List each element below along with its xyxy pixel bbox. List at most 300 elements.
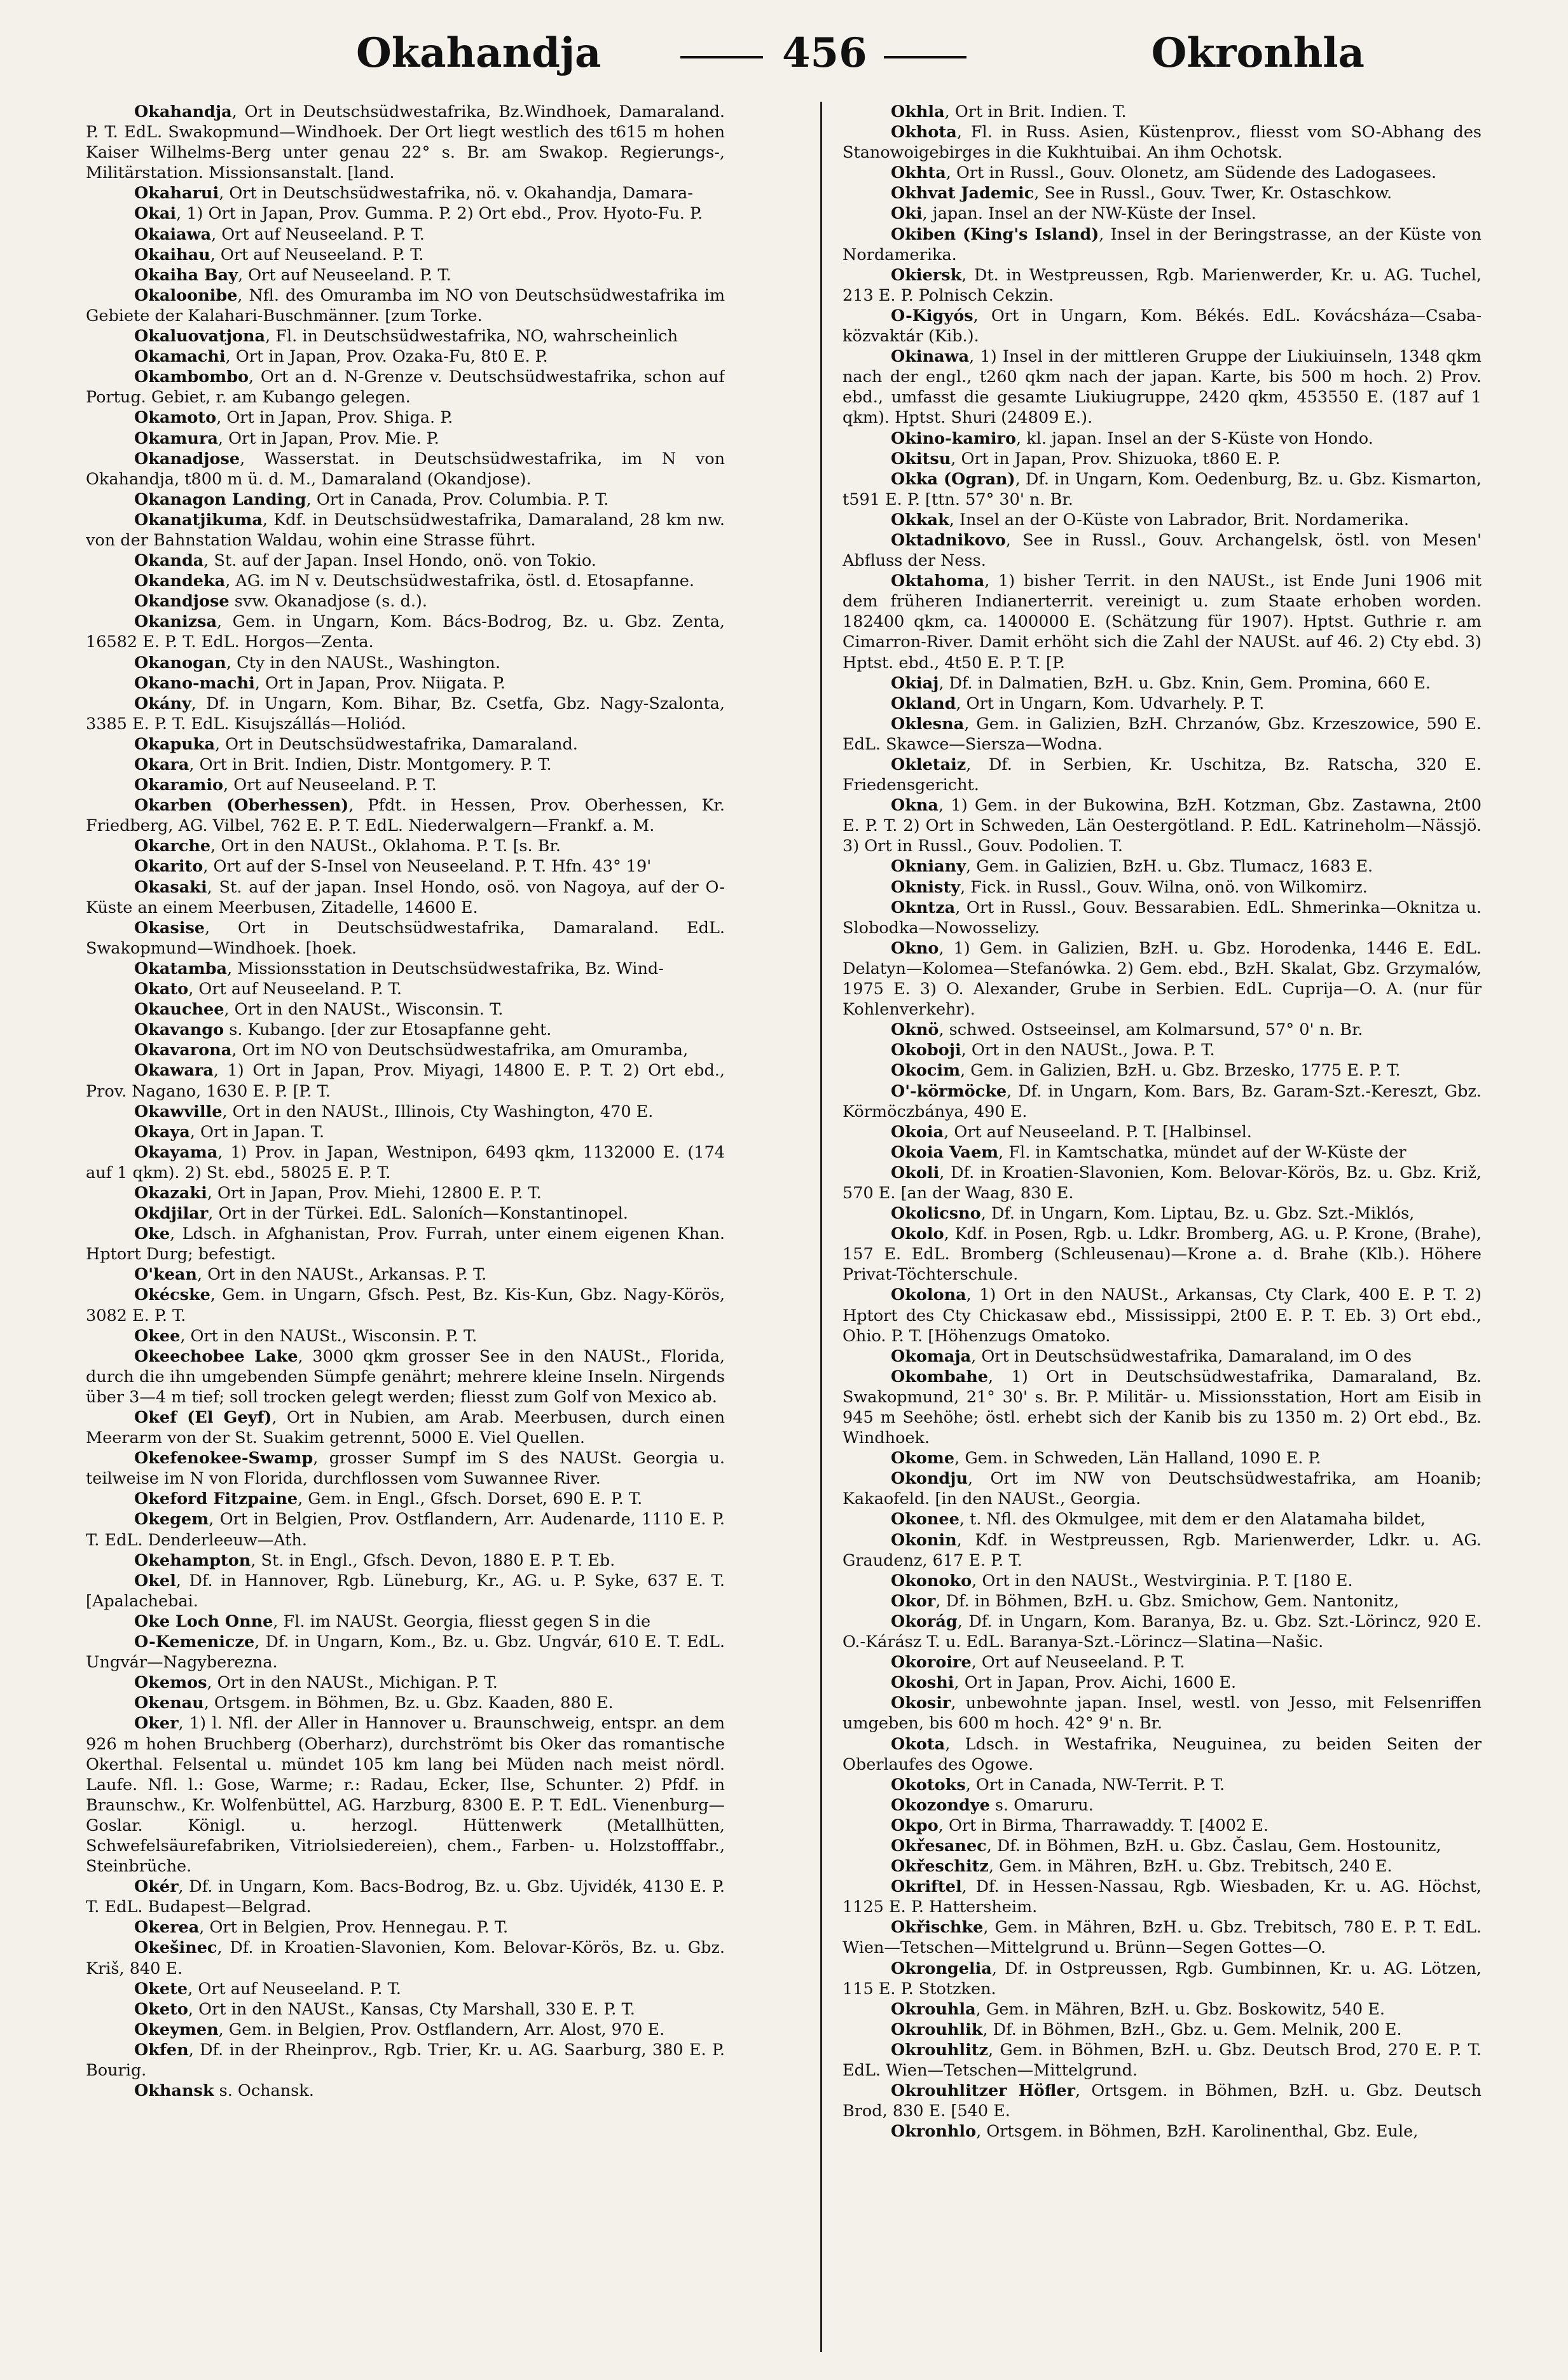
dictionary-entry bbox=[86, 1509, 725, 1550]
dictionary-entry bbox=[842, 1142, 1482, 1163]
dictionary-entry bbox=[86, 1285, 725, 1325]
entry-headword: Okavarona bbox=[134, 1041, 232, 1060]
entry-text: , 1) Ort in Japan, Prov. Miyagi, 14800 E. P. T. 2) Ort ebd., Prov. Nagano, 1630 E. P. [P. T. bbox=[86, 1061, 725, 1101]
dictionary-entry bbox=[86, 1142, 725, 1183]
dictionary-entry bbox=[86, 551, 725, 571]
entry-text: , Ort an d. N-Grenze v. Deutschsüdwestafrika, schon auf Portug. Gebiet, r. am Kubango gelegen. bbox=[86, 367, 725, 407]
entry-text: , Ort in Japan, Prov. Niigata. P. bbox=[254, 673, 505, 693]
dictionary-entry bbox=[842, 1448, 1482, 1468]
entry-text: , Gem. in Ungarn, Gfsch. Pest, Bz. Kis-Kun, Gbz. Nagy-Körös, 3082 E. P. T. bbox=[86, 1285, 725, 1325]
dictionary-entry bbox=[842, 1040, 1482, 1060]
entry-headword: Oker bbox=[134, 1714, 179, 1734]
entry-text: , Ort im NO von Deutschsüdwestafrika, am Omuramba, bbox=[231, 1041, 689, 1060]
entry-text: , Df. in Ungarn, Kom., Bz. u. Gbz. Ungvár, 610 E. T. EdL. Ungvár—Nagyberezna. bbox=[86, 1632, 725, 1672]
dictionary-entry bbox=[86, 1020, 725, 1040]
dictionary-entry bbox=[842, 1999, 1482, 2020]
entry-text: , Ort in Japan, Prov. Mie. P. bbox=[217, 428, 439, 448]
entry-headword: Okeymen bbox=[134, 2020, 219, 2039]
entry-text: , Ort in den NAUSt., Wisconsin. P. T. bbox=[180, 1326, 478, 1346]
entry-text: , Ort in Brit. Indien. T. bbox=[944, 102, 1127, 121]
entry-text: , Ort in den NAUSt., Oklahoma. P. T. [s. Br. bbox=[210, 837, 561, 856]
entry-headword: Okolicsno bbox=[891, 1204, 981, 1224]
entry-text: , Ortsgem. in Böhmen, BzH. u. Gbz. Deutsch Brod, 830 E. [540 E. bbox=[842, 2081, 1482, 2121]
dictionary-entry bbox=[86, 591, 725, 612]
entry-headword: Okiaj bbox=[891, 673, 939, 693]
entry-headword: Okrouhlitz bbox=[891, 2040, 989, 2060]
entry-headword: Okrouhlitzer Höfler bbox=[891, 2081, 1075, 2101]
dictionary-entry bbox=[842, 122, 1482, 163]
entry-headword: Okonee bbox=[891, 1510, 959, 1529]
dictionary-entry bbox=[842, 1224, 1482, 1285]
dictionary-entry bbox=[842, 469, 1482, 510]
entry-text: , Ort auf Neuseeland. P. T. [Halbinsel. bbox=[944, 1122, 1252, 1142]
entry-headword: Okniany bbox=[891, 857, 966, 877]
entry-text: , 1) Ort in Japan, Prov. Gumma. P. 2) Ort ebd., Prov. Hyoto-Fu. P. bbox=[176, 204, 703, 224]
entry-text: , Ort in den NAUSt., Illinois, Cty Washington, 470 E. bbox=[222, 1102, 654, 1121]
entry-text: , Ort in Japan. T. bbox=[189, 1122, 325, 1142]
page-header bbox=[95, 29, 1479, 86]
dictionary-entry bbox=[842, 1775, 1482, 1795]
entry-text: , Df. in Ungarn, Kom. Bacs-Bodrog, Bz. u. Gbz. Ujvidék, 4130 E. P. T. EdL. Budapest—Belgrad. bbox=[86, 1877, 725, 1917]
entry-text: , 1) bisher Territ. in den NAUSt., ist Ende Juni 1906 mit dem früheren Indianerterrit. vereinigt u. zum Staate erhoben worden. 182400 qkm, ca. 1400000 E. (Schätzung für 1907). Hptst. Guthrie r. am Cimarron-River. Damit erhöht sich die Zahl der NAUSt. auf 46. 2) Cty ebd. 3) Hptst. ebd., 4t50 E. P. T. [P. bbox=[842, 571, 1482, 673]
entry-headword: Okorág bbox=[891, 1611, 958, 1631]
dictionary-entry bbox=[86, 1102, 725, 1122]
entry-headword: Okntza bbox=[891, 898, 956, 917]
entry-text: , schwed. Ostseeinsel, am Kolmarsund, 57° 0' n. Br. bbox=[939, 1020, 1363, 1040]
entry-headword: Okoshi bbox=[891, 1673, 954, 1693]
entry-headword: Okno bbox=[891, 938, 939, 958]
dictionary-entry bbox=[86, 1693, 725, 1713]
entry-text: , See in Russl., Gouv. Archangelsk, östl. von Mesen' Abfluss der Ness. bbox=[842, 530, 1482, 571]
entry-text: , St. in Engl., Gfsch. Devon, 1880 E. P. T. Eb. bbox=[251, 1550, 616, 1570]
dictionary-entry bbox=[86, 2081, 725, 2101]
entry-headword: Okazaki bbox=[134, 1183, 207, 1203]
header-dash-left bbox=[680, 56, 763, 58]
entry-headword: Okeford Fitzpaine bbox=[134, 1489, 298, 1509]
entry-headword: Okenau bbox=[134, 1693, 204, 1713]
entry-text: , Gem. in Galizien, BzH. u. Gbz. Tlumacz, 1683 E. bbox=[966, 857, 1373, 877]
entry-text: , Df. in Serbien, Kr. Uschitza, Bz. Ratscha, 320 E. Friedensgericht. bbox=[842, 755, 1482, 795]
entry-headword: Okondju bbox=[891, 1469, 968, 1489]
dictionary-entry bbox=[86, 285, 725, 326]
dictionary-entry bbox=[842, 1856, 1482, 1877]
entry-headword: Okrouhla bbox=[891, 1999, 976, 2019]
entry-text: , grosser Sumpf im S des NAUSt. Georgia u. teilweise im N von Florida, durchflossen vom Suwannee River. bbox=[86, 1449, 725, 1489]
entry-headword: Oketo bbox=[134, 1999, 188, 2019]
entry-headword: Okhota bbox=[891, 123, 957, 142]
entry-text: , Gem. in Galizien, BzH. Chrzanów, Gbz. Krzeszowice, 590 E. EdL. Skawce—Siersza—Wodna. bbox=[842, 714, 1482, 754]
entry-headword: Okayama bbox=[134, 1142, 218, 1162]
entry-headword: Okonoko bbox=[891, 1571, 972, 1590]
entry-headword: Okandjose bbox=[134, 592, 230, 612]
dictionary-entry bbox=[86, 102, 725, 183]
entry-text: , Ort in Belgien, Prov. Ostflandern, Arr. Audenarde, 1110 E. P. T. EdL. Denderleeuw—Ath. bbox=[86, 1510, 725, 1550]
left-column bbox=[86, 102, 725, 2352]
header-dash-right bbox=[884, 56, 966, 58]
entry-text: , Fl. im NAUSt. Georgia, fliesst gegen S in die bbox=[273, 1611, 651, 1631]
entry-text: , Fl. in Russ. Asien, Küstenprov., fliesst vom SO-Abhang des Stanowoigebirges in die Kukhtuibai. An ihm Ochotsk. bbox=[842, 123, 1482, 163]
entry-text: , Gem. in Mähren, BzH. u. Gbz. Trebitsch, 780 E. P. T. EdL. Wien—Tetschen—Mittelgrund u. Brünn—Segen Gottes—O. bbox=[842, 1918, 1482, 1958]
entry-text: s. Kubango. [der zur Etosapfanne geht. bbox=[224, 1020, 552, 1040]
entry-headword: Okka (Ogran) bbox=[891, 469, 1015, 489]
entry-text: , Ort in den NAUSt., Westvirginia. P. T. [180 E. bbox=[972, 1571, 1353, 1590]
entry-text: , Ort in Japan, Prov. Shizuoka, t860 E. P. bbox=[951, 449, 1281, 468]
entry-text: , Df. in Böhmen, BzH. u. Gbz. Časlau, Gem. Hostounitz, bbox=[986, 1836, 1441, 1856]
dictionary-entry bbox=[86, 653, 725, 673]
entry-text: , Df. in Ungarn, Kom. Baranya, Bz. u. Gbz. Szt.-Lörincz, 920 E. O.-Kárász T. u. EdL. Baranya-Szt.-Lörincz—Slatina—Našic. bbox=[842, 1611, 1482, 1652]
entry-headword: Okome bbox=[891, 1449, 955, 1468]
entry-text: s. Omaruru. bbox=[989, 1795, 1094, 1815]
entry-text: , Ort in Russl., Gouv. Olonetz, am Südende des Ladogasees. bbox=[946, 163, 1437, 183]
entry-headword: Okoboji bbox=[891, 1041, 961, 1060]
entry-text: , Df. in Kroatien-Slavonien, Kom. Belovar-Körös, Bz. u. Gbz. Križ, 570 E. [an der Waag, 830 E. bbox=[842, 1163, 1482, 1203]
entry-text: , Fl. in Deutschsüdwestafrika, NO, wahrscheinlich bbox=[265, 327, 678, 346]
entry-text: , Ortsgem. in Böhmen, BzH. Karolinenthal, Gbz. Eule, bbox=[976, 2122, 1419, 2142]
dictionary-entry bbox=[842, 571, 1482, 673]
dictionary-entry bbox=[86, 489, 725, 510]
dictionary-entry bbox=[842, 265, 1482, 306]
entry-text: , Ort in Deutschsüdwestafrika, nö. v. Okahandja, Damara- bbox=[219, 184, 693, 203]
dictionary-entry bbox=[842, 1571, 1482, 1591]
entry-text: , Gem. in Mähren, BzH. u. Gbz. Trebitsch, 240 E. bbox=[988, 1857, 1393, 1877]
dictionary-entry bbox=[842, 449, 1482, 469]
entry-headword: Okahandja bbox=[134, 102, 232, 121]
entry-headword: Okřesanec bbox=[891, 1836, 987, 1856]
entry-text: , Ort in Nubien, am Arab. Meerbusen, durch einen Meerarm von der St. Suakim getrennt, 5000 E. Viel Quellen. bbox=[86, 1408, 725, 1448]
dictionary-entry bbox=[842, 1203, 1482, 1224]
dictionary-entry bbox=[842, 755, 1482, 795]
dictionary-entry bbox=[842, 1468, 1482, 1509]
entry-headword: Okawville bbox=[134, 1102, 223, 1121]
dictionary-entry bbox=[86, 1713, 725, 1877]
entry-headword: Okitsu bbox=[891, 449, 951, 468]
dictionary-entry bbox=[842, 1060, 1482, 1081]
entry-headword: O'-körmöcke bbox=[891, 1081, 1007, 1101]
dictionary-entry bbox=[86, 959, 725, 979]
entry-text: , Ort in Ungarn, Kom. Udvarhely. P. T. bbox=[956, 694, 1265, 713]
entry-text: , Df. in Ungarn, Kom. Oedenburg, Bz. u. Gbz. Kismarton, t591 E. P. [ttn. 57° 30' n. Br. bbox=[842, 469, 1482, 509]
entry-text: , Ort im NW von Deutschsüdwestafrika, am Hoanib; Kakaofeld. [in den NAUSt., Georgia. bbox=[842, 1469, 1482, 1509]
entry-text: , Kdf. in Westpreussen, Rgb. Marienwerder, Ldkr. u. AG. Graudenz, 617 E. P. T. bbox=[842, 1530, 1482, 1570]
entry-text: , Ort in Deutschsüdwestafrika, Damaraland. bbox=[214, 734, 578, 754]
entry-text: , Ort in den NAUSt., Arkansas. P. T. bbox=[196, 1265, 487, 1285]
entry-headword: Okrongelia bbox=[891, 1959, 992, 1978]
entry-text: , Df. in Böhmen, BzH., Gbz. u. Gem. Melnik, 200 E. bbox=[982, 2020, 1402, 2039]
dictionary-entry bbox=[86, 1326, 725, 1346]
entry-text: , Ort auf Neuseeland. P. T. bbox=[223, 776, 437, 795]
dictionary-entry bbox=[86, 2020, 725, 2040]
dictionary-entry bbox=[86, 1407, 725, 1448]
dictionary-entry bbox=[86, 979, 725, 999]
dictionary-entry bbox=[86, 673, 725, 694]
entry-text: , kl. japan. Insel an der S-Küste von Hondo. bbox=[1016, 428, 1373, 448]
dictionary-entry bbox=[842, 530, 1482, 571]
dictionary-entry bbox=[842, 714, 1482, 755]
dictionary-entry bbox=[86, 407, 725, 428]
dictionary-entry bbox=[86, 1917, 725, 1938]
entry-headword: Okanogan bbox=[134, 653, 226, 673]
dictionary-entry bbox=[842, 1611, 1482, 1652]
entry-text: , Ort in den NAUSt., Jowa. P. T. bbox=[961, 1041, 1215, 1060]
entry-text: , Ort in Japan, Prov. Shiga. P. bbox=[216, 408, 453, 428]
entry-headword: Okanatjikuma bbox=[134, 510, 263, 530]
entry-headword: Okhansk bbox=[134, 2081, 214, 2101]
dictionary-entry bbox=[86, 346, 725, 367]
entry-headword: Okarche bbox=[134, 837, 211, 856]
entry-text: , Ort in Birma, Tharrawaddy. T. [4002 E. bbox=[938, 1816, 1269, 1835]
entry-headword: Oknisty bbox=[891, 877, 961, 897]
entry-headword: Okér bbox=[134, 1877, 179, 1897]
entry-text: , Dt. in Westpreussen, Rgb. Marienwerder, Kr. u. AG. Tuchel, 213 E. P. Polnisch Cekzin. bbox=[842, 265, 1482, 305]
entry-text: , AG. im N v. Deutschsüdwestafrika, östl. d. Etosapfanne. bbox=[225, 571, 694, 591]
entry-headword: Okel bbox=[134, 1571, 176, 1590]
dictionary-entry bbox=[86, 1611, 725, 1632]
entry-headword: Okano-machi bbox=[134, 673, 255, 693]
dictionary-entry bbox=[86, 612, 725, 652]
entry-text: , Ort in der Türkei. EdL. Saloních—Konstantinopel. bbox=[208, 1204, 628, 1224]
entry-headword: Okombahe bbox=[891, 1367, 988, 1386]
entry-headword: Okolo bbox=[891, 1224, 944, 1244]
entry-headword: Okhla bbox=[891, 102, 945, 121]
entry-text: , Gem. in Engl., Gfsch. Dorset, 690 E. P. T. bbox=[298, 1489, 643, 1509]
entry-headword: Okatamba bbox=[134, 959, 228, 978]
dictionary-entry bbox=[842, 2081, 1482, 2121]
entry-text: , Insel an der O-Küste von Labrador, Brit. Nordamerika. bbox=[949, 510, 1409, 530]
entry-text: , Ort auf der S-Insel von Neuseeland. P. T. Hfn. 43° 19' bbox=[203, 857, 652, 877]
entry-text: , Ort auf Neuseeland. P. T. bbox=[211, 224, 425, 244]
entry-headword: Okawara bbox=[134, 1061, 214, 1081]
entry-text: , Ort in Deutschsüdwestafrika, Bz.Windhoek, Damaraland. P. T. EdL. Swakopmund—Windhoek. Der Ort liegt westlich des t615 m hohen Kaiser Wilhelms-Berg unter genau 22° s. Br. am Swakop. Regierungs-, Militärstation. Missionsanstalt. [land. bbox=[86, 102, 725, 183]
entry-text: , 3000 qkm grosser See in den NAUSt., Florida, durch die ihn umgebenden Sümpfe genährt; mehrere kleine Inseln. Nirgends über 3—4 m tief; soll trocken gelegt werden; fliesst zum Golf von Mexico ab. bbox=[86, 1346, 725, 1407]
entry-text: , Df. in Dalmatien, BzH. u. Gbz. Knin, Gem. Promina, 660 E. bbox=[939, 673, 1431, 693]
dictionary-entry bbox=[86, 1040, 725, 1060]
dictionary-entry bbox=[842, 856, 1482, 877]
dictionary-entry bbox=[86, 1346, 725, 1407]
dictionary-entry bbox=[86, 1264, 725, 1285]
dictionary-entry bbox=[842, 1163, 1482, 1203]
entry-text: , Nfl. des Omuramba im NO von Deutschsüdwestafrika im Gebiete der Kalahari-Buschmänner. [zum Torke. bbox=[86, 285, 725, 325]
entry-headword: Okauchee bbox=[134, 1000, 224, 1020]
dictionary-entry bbox=[842, 877, 1482, 898]
entry-headword: Okaihau bbox=[134, 245, 210, 264]
dictionary-entry bbox=[86, 1672, 725, 1693]
entry-text: , Ort auf Neuseeland. P. T. bbox=[971, 1653, 1185, 1672]
entry-headword: Oknö bbox=[891, 1020, 939, 1040]
entry-headword: Oke bbox=[134, 1224, 170, 1244]
entry-text: svw. Okanadjose (s. d.). bbox=[229, 592, 427, 612]
entry-text: , See in Russl., Gouv. Twer, Kr. Ostaschkow. bbox=[1034, 184, 1393, 203]
entry-headword: Okronhlo bbox=[891, 2122, 977, 2142]
dictionary-entry bbox=[842, 1959, 1482, 1999]
entry-headword: Okandeka bbox=[134, 571, 226, 591]
dictionary-entry bbox=[842, 938, 1482, 1020]
entry-headword: Oki bbox=[891, 204, 923, 224]
entry-headword: Okomaja bbox=[891, 1346, 972, 1366]
entry-headword: Okefenokee-Swamp bbox=[134, 1449, 313, 1468]
entry-text: , Fl. in Kamtschatka, mündet auf der W-Küste der bbox=[998, 1142, 1406, 1162]
entry-headword: Okinawa bbox=[891, 347, 970, 367]
entry-headword: Okaiawa bbox=[134, 224, 212, 244]
dictionary-entry bbox=[86, 999, 725, 1020]
entry-headword: Okasise bbox=[134, 918, 205, 938]
entry-text: , Gem. in Ungarn, Kom. Bács-Bodrog, Bz. u. Gbz. Zenta, 16582 E. P. T. EdL. Horgos—Zenta. bbox=[86, 612, 725, 652]
entry-headword: Oklesna bbox=[891, 714, 965, 734]
entry-headword: Okécske bbox=[134, 1285, 210, 1305]
entry-headword: Okhta bbox=[891, 163, 946, 183]
entry-headword: Okarito bbox=[134, 857, 203, 877]
entry-text: , 1) Insel in der mittleren Gruppe der Liukiuinseln, 1348 qkm nach der engl., t260 qkm nach der japan. Karte, bis 500 m hoch. 2) Prov. ebd., umfasst die gesamte Liukiugruppe, 2420 qkm, 453550 E. (187 auf 1 qkm). Hptst. Shuri (24809 E.). bbox=[842, 347, 1482, 428]
entry-headword: Okamachi bbox=[134, 347, 226, 367]
dictionary-entry bbox=[842, 1591, 1482, 1611]
dictionary-entry bbox=[842, 2121, 1482, 2142]
entry-text: , Ort auf Neuseeland. P. T. bbox=[188, 1979, 401, 1999]
entry-text: , Df. in Hessen-Nassau, Rgb. Wiesbaden, Kr. u. AG. Höchst, 1125 E. P. Hattersheim. bbox=[842, 1877, 1482, 1917]
dictionary-entry bbox=[842, 203, 1482, 224]
dictionary-entry bbox=[86, 856, 725, 877]
entry-text: , Pfdt. in Hessen, Prov. Oberhessen, Kr. Friedberg, AG. Vilbel, 762 E. P. T. EdL. Niederwalgern—Frankf. a. M. bbox=[86, 796, 725, 836]
dictionary-entry bbox=[86, 755, 725, 775]
entry-headword: Okavango bbox=[134, 1020, 224, 1040]
dictionary-entry bbox=[86, 1122, 725, 1142]
entry-headword: Okešinec bbox=[134, 1938, 217, 1958]
entry-headword: Okambombo bbox=[134, 367, 249, 387]
dictionary-entry bbox=[86, 183, 725, 203]
dictionary-entry bbox=[842, 673, 1482, 694]
entry-headword: Okerea bbox=[134, 1918, 200, 1938]
entry-text: , 1) Ort in den NAUSt., Arkansas, Cty Clark, 400 E. P. T. 2) Hptort des Cty Chickasaw ebd., Mississippi, 2t00 E. P. T. Eb. 3) Ort ebd., Ohio. P. T. [Höhenzugs Omatoko. bbox=[842, 1285, 1482, 1346]
entry-headword: Okanizsa bbox=[134, 612, 217, 632]
dictionary-entry bbox=[842, 2040, 1482, 2081]
entry-headword: Oktahoma bbox=[891, 571, 985, 591]
dictionary-entry bbox=[86, 1877, 725, 1917]
dictionary-entry bbox=[86, 1203, 725, 1224]
entry-headword: Okanadjose bbox=[134, 449, 240, 468]
dictionary-entry bbox=[842, 1836, 1482, 1856]
dictionary-entry bbox=[86, 265, 725, 285]
dictionary-entry bbox=[842, 1917, 1482, 1958]
entry-headword: Okamoto bbox=[134, 408, 217, 428]
dictionary-entry bbox=[842, 1672, 1482, 1693]
entry-text: , Ort auf Neuseeland. P. T. bbox=[188, 980, 402, 999]
entry-headword: Okfen bbox=[134, 2040, 189, 2060]
entry-text: , Gem. in Böhmen, BzH. u. Gbz. Deutsch Brod, 270 E. P. T. EdL. Wien—Tetschen—Mittelgrund. bbox=[842, 2040, 1482, 2080]
entry-headword: Okland bbox=[891, 694, 956, 713]
entry-headword: Okanagon Landing bbox=[134, 489, 306, 509]
dictionary-entry bbox=[86, 1448, 725, 1489]
entry-text: , Ort in Ungarn, Kom. Békés. EdL. Kovácsháza—Csaba-közvaktár (Kib.). bbox=[842, 306, 1482, 346]
dictionary-entry bbox=[86, 571, 725, 591]
entry-headword: Okai bbox=[134, 204, 177, 224]
right-column bbox=[842, 102, 1482, 2352]
dictionary-entry bbox=[86, 1999, 725, 2020]
entry-text: , Df. in Ostpreussen, Rgb. Gumbinnen, Kr. u. AG. Lötzen, 115 E. P. Stotzken. bbox=[842, 1959, 1482, 1999]
dictionary-entry bbox=[842, 102, 1482, 122]
entry-text: , Ort in Canada, Prov. Columbia. P. T. bbox=[306, 489, 609, 509]
entry-headword: Okozondye bbox=[891, 1795, 990, 1815]
entry-headword: Oktadnikovo bbox=[891, 530, 1006, 550]
entry-text: , St. auf der Japan. Insel Hondo, onö. von Tokio. bbox=[203, 551, 596, 571]
dictionary-entry bbox=[86, 918, 725, 959]
entry-headword: O'kean bbox=[134, 1265, 197, 1285]
entry-headword: Okasaki bbox=[134, 877, 207, 897]
entry-text: , Wasserstat. in Deutschsüdwestafrika, im N von Okahandja, t800 m ü. d. M., Damaraland (Okandjose). bbox=[86, 449, 725, 489]
entry-text: , Df. in der Rheinprov., Rgb. Trier, Kr. u. AG. Saarburg, 380 E. P. Bourig. bbox=[86, 2040, 725, 2080]
entry-headword: Okoroire bbox=[891, 1653, 972, 1672]
dictionary-entry bbox=[842, 428, 1482, 449]
entry-text: , Df. in Ungarn, Kom. Liptau, Bz. u. Gbz. Szt.-Miklós, bbox=[980, 1204, 1415, 1224]
entry-headword: Okiben (King's Island) bbox=[891, 224, 1099, 244]
dictionary-entry bbox=[86, 694, 725, 734]
dictionary-entry bbox=[842, 1367, 1482, 1448]
entry-text: , Ort in Deutschsüdwestafrika, Damaraland, im O des bbox=[971, 1346, 1412, 1366]
entry-text: , Df. in Böhmen, BzH. u. Gbz. Smichow, Gem. Nantonitz, bbox=[935, 1591, 1400, 1611]
entry-text: , Fick. in Russl., Gouv. Wilna, onö. von Wilkomirz. bbox=[960, 877, 1368, 897]
dictionary-entry bbox=[842, 1734, 1482, 1775]
dictionary-entry bbox=[842, 346, 1482, 428]
dictionary-entry bbox=[842, 1122, 1482, 1142]
entry-headword: Okee bbox=[134, 1326, 181, 1346]
entry-text: , Gem. in Schweden, Län Halland, 1090 E. P. bbox=[954, 1449, 1321, 1468]
dictionary-entry bbox=[842, 1020, 1482, 1040]
entry-text: , Ldsch. in Afghanistan, Prov. Furrah, unter einem eigenen Khan. Hptort Durg; befestigt. bbox=[86, 1224, 725, 1264]
dictionary-entry bbox=[86, 449, 725, 489]
entry-headword: Okiersk bbox=[891, 265, 962, 285]
entry-text: , Insel in der Beringstrasse, an der Küste von Nordamerika. bbox=[842, 224, 1482, 264]
dictionary-entry bbox=[842, 1530, 1482, 1571]
entry-headword: Okoia Vaem bbox=[891, 1142, 999, 1162]
entry-headword: Okpo bbox=[891, 1816, 939, 1835]
entry-text: , 1) Prov. in Japan, Westnipon, 6493 qkm, 1132000 E. (174 auf 1 qkm). 2) St. ebd., 58025 E. P. T. bbox=[86, 1142, 725, 1182]
dictionary-entry bbox=[86, 836, 725, 856]
dictionary-entry bbox=[86, 734, 725, 755]
entry-text: , Ort auf Neuseeland. P. T. bbox=[237, 265, 451, 285]
entry-text: , Kdf. in Deutschsüdwestafrika, Damaraland, 28 km nw. von der Bahnstation Waldau, wohin eine Strasse führt. bbox=[86, 510, 725, 550]
dictionary-entry bbox=[86, 1550, 725, 1571]
entry-headword: Okemos bbox=[134, 1673, 207, 1693]
entry-text: , 1) Ort in Deutschsüdwestafrika, Damaraland, Bz. Swakopmund, 21° 30' s. Br. P. Militär- u. Missionsstation, Hort am Eisib in 945 m Seehöhe; östl. erhebt sich der Kanib bis zu 1350 m. 2) Ort ebd., Bz. Windhoek. bbox=[842, 1367, 1482, 1448]
entry-text: , t. Nfl. des Okmulgee, mit dem er den Alatamaha bildet, bbox=[959, 1510, 1426, 1529]
entry-text: , Df. in Kroatien-Slavonien, Kom. Belovar-Körös, Bz. u. Gbz. Kriš, 840 E. bbox=[86, 1938, 725, 1978]
entry-headword: Okkak bbox=[891, 510, 949, 530]
entry-text: , Ort in den NAUSt., Kansas, Cty Marshall, 330 E. P. T. bbox=[188, 1999, 635, 2019]
dictionary-entry bbox=[842, 1877, 1482, 1917]
entry-headword: Okány bbox=[134, 694, 191, 713]
dictionary-entry bbox=[842, 898, 1482, 938]
entry-text: , Ldsch. in Westafrika, Neuguinea, zu beiden Seiten der Oberlaufes des Ogowe. bbox=[842, 1734, 1482, 1774]
entry-text: , unbewohnte japan. Insel, westl. von Jesso, mit Felsenriffen umgeben, bis 600 m hoch. 42° 9' n. Br. bbox=[842, 1693, 1482, 1734]
entry-text: , Ort in Japan, Prov. Miehi, 12800 E. P. T. bbox=[207, 1183, 542, 1203]
dictionary-entry bbox=[86, 245, 725, 265]
entry-headword: Okehampton bbox=[134, 1550, 251, 1570]
entry-headword: Okaramio bbox=[134, 776, 224, 795]
entry-headword: Okino-kamiro bbox=[891, 428, 1017, 448]
entry-headword: Okeechobee Lake bbox=[134, 1346, 298, 1366]
entry-headword: Okaiha Bay bbox=[134, 265, 238, 285]
entry-headword: Okaya bbox=[134, 1122, 190, 1142]
entry-headword: Okato bbox=[134, 980, 189, 999]
dictionary-entry bbox=[842, 306, 1482, 346]
entry-text: , Df. in Ungarn, Kom. Bihar, Bz. Csetfa, Gbz. Nagy-Szalonta, 3385 E. P. T. EdL. Kisujszállás—Holiód. bbox=[86, 694, 725, 734]
entry-text: , 1) l. Nfl. der Aller in Hannover u. Braunschweig, entspr. an dem 926 m hohen Bruchberg (Oberharz), durchströmt bis Oker das romantische Okerthal. Felsental u. mündet 105 km lang bei Müden nach meist nördl. Laufe. Nfl. l.: Gose, Warme; r.: Radau, Ecker, Ilse, Schunter. 2) Pfdf. in Braunschw., Kr. Wolfenbüttel, AG. Harzburg, 8300 E. P. T. EdL. Vienenburg—Goslar. Königl. u. herzogl. Hüttenwerk (Metallhütten, Schwefelsäurefabriken, Vitriolsiedereien), chem., Farben- u. Holzstofffabr., Steinbrüche. bbox=[86, 1714, 725, 1877]
entry-headword: Okarben (Oberhessen) bbox=[134, 796, 349, 816]
dictionary-entry bbox=[842, 1795, 1482, 1816]
entry-headword: Okna bbox=[891, 796, 939, 816]
entry-headword: O-Kigyós bbox=[891, 306, 973, 325]
entry-headword: Okamura bbox=[134, 428, 218, 448]
entry-headword: Okaharui bbox=[134, 184, 219, 203]
dictionary-entry bbox=[842, 2020, 1482, 2040]
entry-headword: O-Kemenicze bbox=[134, 1632, 255, 1652]
